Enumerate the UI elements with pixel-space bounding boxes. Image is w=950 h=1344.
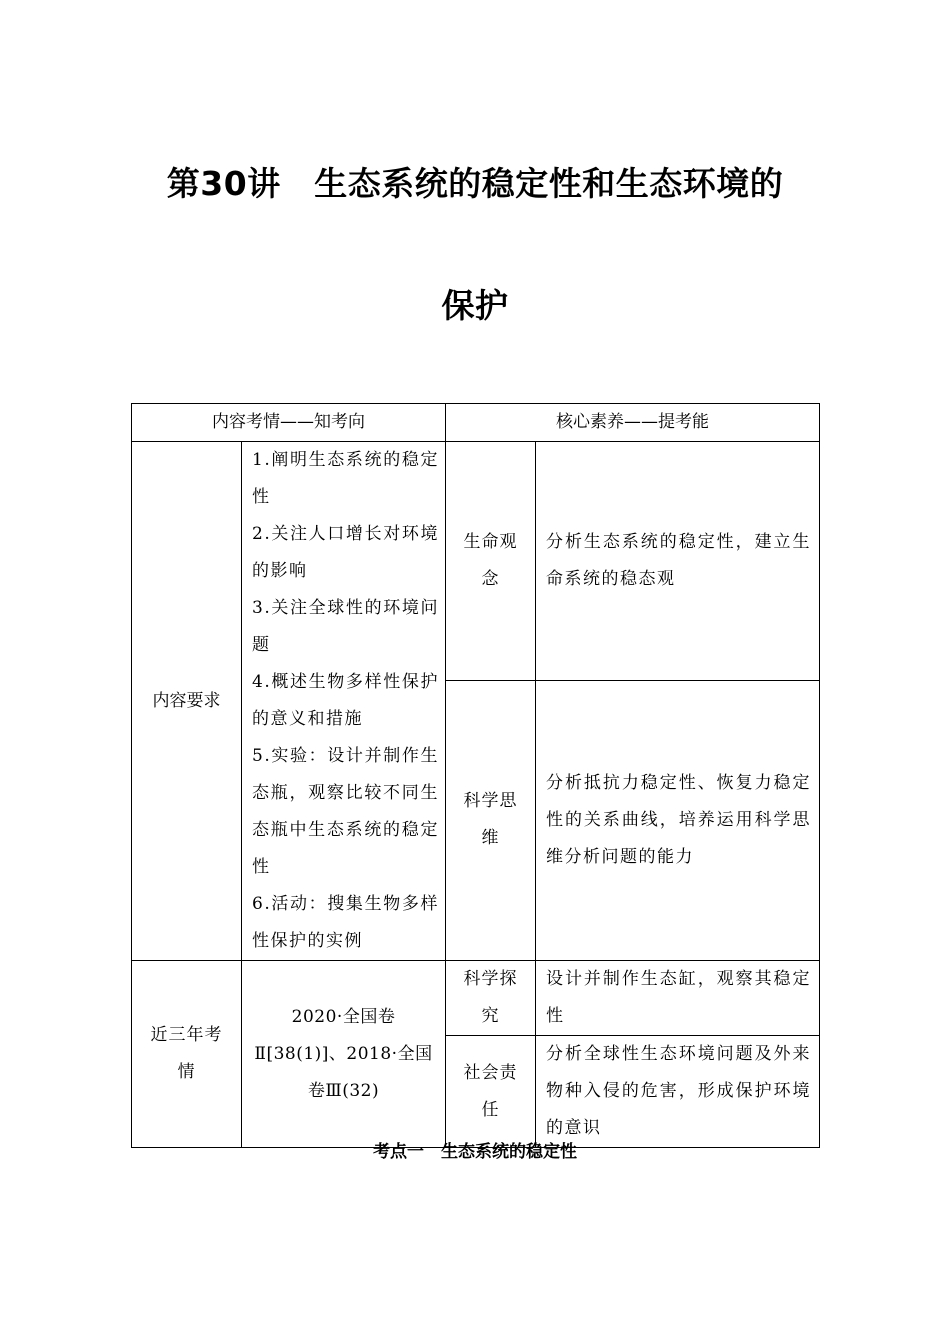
overview-table [131,403,820,1148]
competency-desc: 分析生态系统的稳定性，建立生命系统的稳态观 [536,442,820,681]
page-title-line1: 第30讲 生态系统的稳定性和生态环境的 [166,164,784,203]
competency-desc: 分析全球性生态环境问题及外来物种入侵的危害，形成保护环境的意识 [536,1036,820,1148]
list-item: 4.概述生物多样性保护的意义和措施 [252,672,439,729]
header-right: 核心素养——提考能 [446,404,820,442]
list-item: 6.活动：搜集生物多样性保护的实例 [252,894,439,951]
exam-label: 近三年考情 [132,961,242,1148]
competency-desc: 设计并制作生态缸，观察其稳定性 [536,961,820,1036]
header-left: 内容考情——知考向 [132,404,446,442]
content-requirements-label: 内容要求 [132,442,242,961]
competency-name: 生命观念 [446,442,536,681]
competency-desc: 分析抵抗力稳定性、恢复力稳定性的关系曲线，培养运用科学思维分析问题的能力 [536,680,820,960]
list-item: 5.实验：设计并制作生态瓶，观察比较不同生态瓶中生态系统的稳定性 [252,746,439,877]
list-item: 2.关注人口增长对环境的影响 [252,524,439,581]
competency-name: 科学探究 [446,961,536,1036]
competency-name: 科学思维 [446,680,536,960]
content-requirements-list [242,442,446,961]
section-heading: 考点一 生态系统的稳定性 [373,1142,577,1162]
list-item: 1.阐明生态系统的稳定性 [252,450,439,507]
exam-text: 2020·全国卷Ⅱ[38(1)]、2018·全国卷Ⅲ(32) [242,961,446,1148]
competency-name: 社会责任 [446,1036,536,1148]
list-item: 3.关注全球性的环境问题 [252,598,439,655]
page-title-line2: 保护 [441,286,509,325]
